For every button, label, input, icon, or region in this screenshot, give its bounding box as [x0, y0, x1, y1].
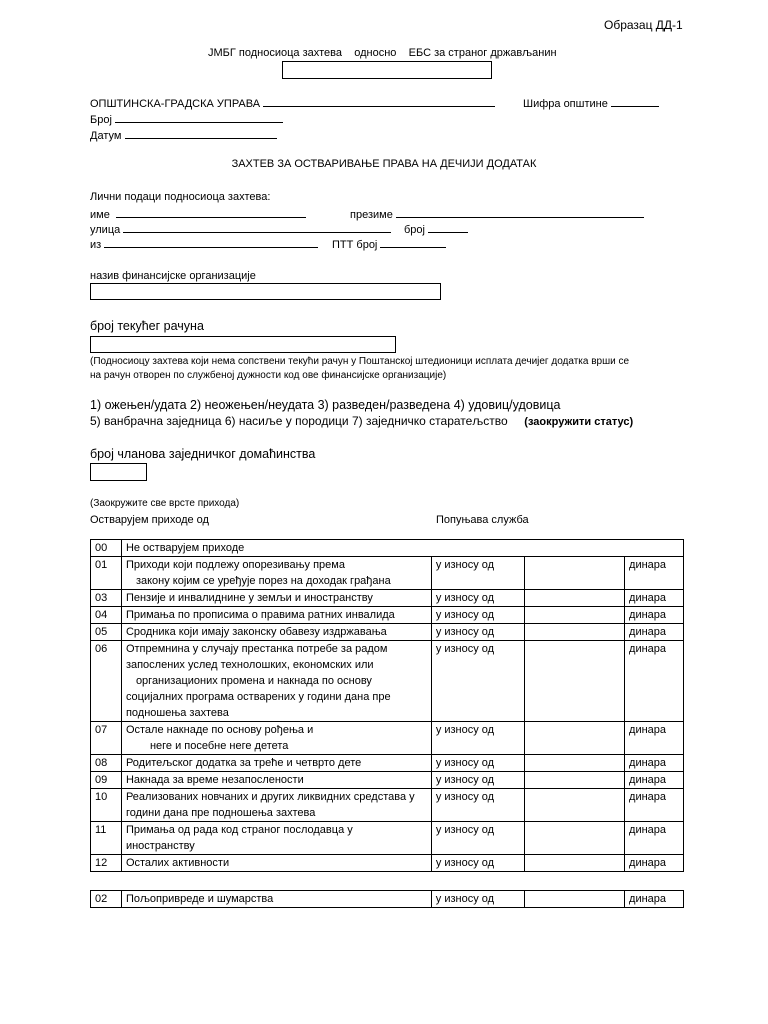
table-row[interactable]	[91, 855, 684, 872]
city-field[interactable]	[104, 237, 318, 248]
row-code: 07	[91, 722, 122, 755]
amount-field[interactable]	[524, 891, 625, 908]
row-label	[121, 540, 683, 557]
row-label	[121, 772, 431, 789]
row-label-line: Реализованих новчаних и других ликвидних средстава у	[125, 791, 415, 803]
row-label	[121, 855, 431, 872]
last-name-label: презиме	[350, 209, 393, 221]
date-field[interactable]	[125, 128, 277, 139]
row-label-line: Пензије и инвалиднине у земљи и иностранству	[125, 592, 373, 604]
row-code: 01	[91, 557, 122, 590]
amount-label: у износу од	[431, 755, 524, 772]
row-label	[121, 822, 431, 855]
amount-field[interactable]	[524, 590, 625, 607]
status-options-line2-row	[90, 413, 633, 430]
amount-label: у износу од	[431, 641, 524, 722]
postal-row	[332, 237, 446, 252]
row-label-line: иностранству	[125, 840, 195, 852]
table-row[interactable]	[91, 557, 684, 590]
currency-label: динара	[625, 557, 684, 590]
form-title: ЗАХТЕВ ЗА ОСТВАРИВАЊЕ ПРАВА НА ДЕЧИЈИ ДОДАТАК	[231, 158, 537, 170]
currency-label: динара	[625, 590, 684, 607]
row-label-line: Отпремнина у случају престанка потребе за радом	[125, 643, 388, 655]
amount-field[interactable]	[524, 624, 625, 641]
row-label-line: Остале накнаде по основу рођења и	[125, 724, 314, 736]
table-row[interactable]	[91, 772, 684, 789]
currency-label: динара	[625, 789, 684, 822]
currency-label: динара	[625, 891, 684, 908]
form-code: Образац ДД-1	[604, 18, 683, 32]
house-number-row	[404, 222, 468, 237]
row-code: 04	[91, 607, 122, 624]
administration-field[interactable]	[263, 96, 495, 107]
account-note-line1: (Подносиоцу захтева који нема сопствени текући рачун у Поштанској штедионици исплата дечијег додатка врши се	[90, 356, 630, 367]
status-instruction: (заокружити статус)	[524, 416, 634, 428]
row-label	[121, 789, 431, 822]
currency-label: динара	[625, 607, 684, 624]
row-code: 00	[91, 540, 122, 557]
amount-field[interactable]	[524, 789, 625, 822]
house-number-label: број	[404, 224, 425, 236]
row-label-line: Осталих активности	[125, 857, 230, 869]
last-name-row	[350, 207, 644, 222]
row-label: Пољопривреде и шумарства	[121, 891, 431, 908]
status-options-line1[interactable]: 1) ожењен/удата 2) неожењен/неудата 3) разведен/разведена 4) удовиц/удовица	[90, 398, 561, 412]
agriculture-table	[90, 890, 684, 908]
service-fills-label: Попуњава служба	[436, 514, 529, 526]
row-label-line: години дана пре подношења захтева	[125, 807, 316, 819]
city-label: из	[90, 239, 102, 251]
amount-field[interactable]	[524, 641, 625, 722]
row-label-line: социјалних програма остварених у години дана пре	[125, 691, 391, 703]
date-row	[90, 128, 277, 143]
amount-field[interactable]	[524, 855, 625, 872]
row-code: 10	[91, 789, 122, 822]
amount-label: у износу од	[431, 590, 524, 607]
account-label: број текућег рачуна	[90, 319, 204, 333]
row-code: 11	[91, 822, 122, 855]
amount-field[interactable]	[524, 722, 625, 755]
municipality-code-row	[523, 96, 659, 111]
row-label-line: Родитељског додатка за треће и четврто дете	[125, 757, 362, 769]
income-note: (Заокружите све врсте прихода)	[90, 498, 240, 509]
status-options-line2[interactable]: 5) ванбрачна заједница 6) насиље у породици 7) заједничко старатељство	[90, 414, 508, 428]
amount-label: у износу од	[431, 607, 524, 624]
id-label-suffix: ЕБС за страног држављанин	[408, 47, 557, 59]
row-label	[121, 755, 431, 772]
row-label-line: Примања од рада код страног послодавца у	[125, 824, 353, 836]
income-table	[90, 539, 684, 872]
table-row[interactable]	[91, 722, 684, 755]
income-table-body	[91, 540, 684, 872]
row-code: 09	[91, 772, 122, 789]
row-label	[121, 624, 431, 641]
street-field[interactable]	[123, 222, 391, 233]
household-field[interactable]	[90, 463, 147, 481]
table-row[interactable]	[91, 789, 684, 822]
row-label-line: Сродника који имају законску обавезу издржавања	[125, 626, 387, 638]
table-row[interactable]	[91, 822, 684, 855]
currency-label: динара	[625, 772, 684, 789]
row-label	[121, 641, 431, 722]
row-code: 08	[91, 755, 122, 772]
amount-label: у износу од	[431, 789, 524, 822]
amount-label: у износу од	[431, 891, 524, 908]
number-row	[90, 112, 283, 127]
table-row[interactable]	[91, 624, 684, 641]
table-row[interactable]	[91, 755, 684, 772]
first-name-field[interactable]	[116, 207, 306, 218]
amount-field[interactable]	[524, 557, 625, 590]
amount-label: у износу од	[431, 557, 524, 590]
currency-label: динара	[625, 855, 684, 872]
row-label-line: организационих промена и накнада по основу	[135, 675, 372, 687]
amount-field[interactable]	[524, 755, 625, 772]
first-name-row	[90, 207, 306, 222]
row-label-line: неге и посебне неге детета	[149, 740, 289, 752]
id-label-or: односно	[354, 47, 397, 59]
street-label: улица	[90, 224, 121, 236]
currency-label: динара	[625, 624, 684, 641]
row-label-line: Приходи који подлежу опорезивању према	[125, 559, 345, 571]
household-label: број чланова заједничког домаћинства	[90, 447, 316, 461]
table-row[interactable]	[91, 540, 684, 557]
number-label: Број	[90, 114, 112, 126]
amount-field[interactable]	[524, 822, 625, 855]
administration-label: ОПШТИНСКА-ГРАДСКА УПРАВА	[90, 98, 261, 110]
amount-label: у износу од	[431, 855, 524, 872]
amount-label: у износу од	[431, 624, 524, 641]
postal-label: ПТТ број	[332, 239, 378, 251]
personal-heading: Лични подаци подносиоца захтева:	[90, 191, 271, 203]
account-note-line2: на рачун отворен по службеној дужности код ове финансијске организације)	[90, 370, 447, 381]
municipality-code-label: Шифра општине	[523, 98, 608, 110]
row-code: 02	[91, 891, 122, 908]
income-from-label: Остварујем приходе од	[90, 514, 209, 526]
city-row	[90, 237, 318, 252]
postal-field[interactable]	[380, 237, 446, 248]
row-code: 12	[91, 855, 122, 872]
table-row[interactable]	[91, 590, 684, 607]
row-code: 05	[91, 624, 122, 641]
row-label-line: подношења захтева	[125, 707, 229, 719]
currency-label: динара	[625, 755, 684, 772]
table-row[interactable]	[91, 607, 684, 624]
municipality-code-field[interactable]	[611, 96, 659, 107]
row-label	[121, 590, 431, 607]
currency-label: динара	[625, 722, 684, 755]
row-label-line: закону којим се уређује порез на доходак грађана	[135, 575, 391, 587]
street-row	[90, 222, 391, 237]
amount-field[interactable]	[524, 607, 625, 624]
id-number-field[interactable]	[282, 61, 492, 79]
date-label: Датум	[90, 130, 122, 142]
amount-field[interactable]	[524, 772, 625, 789]
row-code: 03	[91, 590, 122, 607]
table-row[interactable]	[91, 891, 684, 908]
financial-org-label: назив финансијске организације	[90, 270, 256, 282]
first-name-label: име	[90, 209, 110, 221]
id-label-prefix: ЈМБГ подносиоца захтева	[208, 47, 342, 59]
row-code: 06	[91, 641, 122, 722]
amount-label: у износу од	[431, 722, 524, 755]
number-field[interactable]	[115, 112, 283, 123]
row-label	[121, 607, 431, 624]
row-label-line: Примања по прописима о правима ратних инвалида	[125, 609, 395, 621]
currency-label: динара	[625, 641, 684, 722]
house-number-field[interactable]	[428, 222, 468, 233]
account-field[interactable]	[90, 336, 396, 353]
id-number-label	[208, 46, 557, 60]
last-name-field[interactable]	[396, 207, 644, 218]
amount-label: у износу од	[431, 822, 524, 855]
row-label	[121, 722, 431, 755]
row-label-line: Не остварујем приходе	[125, 542, 245, 554]
financial-org-field[interactable]	[90, 283, 441, 300]
row-label	[121, 557, 431, 590]
administration-row	[90, 96, 495, 111]
amount-label: у износу од	[431, 772, 524, 789]
table-row[interactable]	[91, 641, 684, 722]
row-label-line: Накнада за време незапослености	[125, 774, 304, 786]
currency-label: динара	[625, 822, 684, 855]
row-label-line: запослених услед технолошких, економских или	[125, 659, 374, 671]
